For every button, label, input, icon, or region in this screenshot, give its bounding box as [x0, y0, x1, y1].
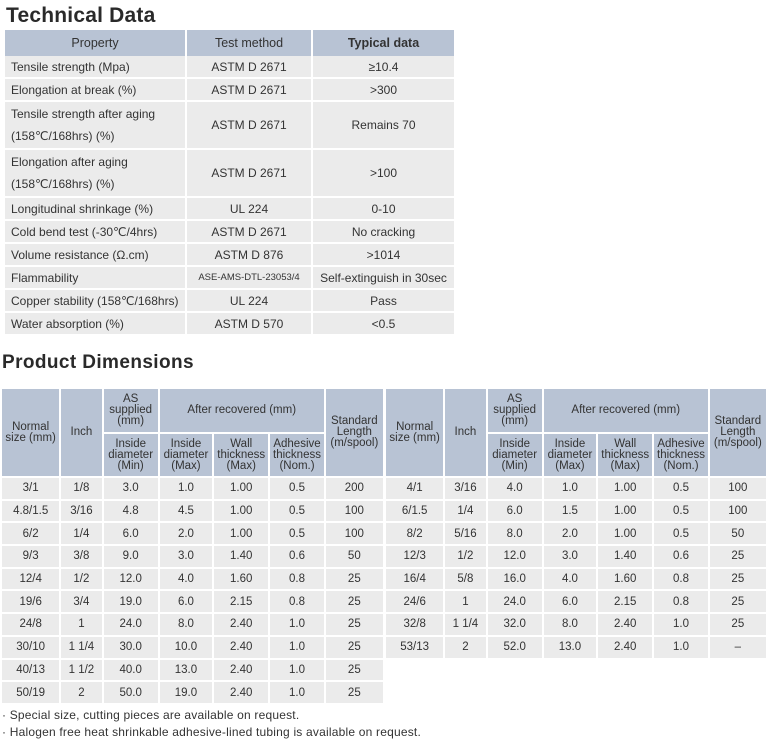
product-dimensions-title: Product Dimensions [2, 352, 194, 373]
test-method-cell: ASTM D 2671 [186, 101, 312, 149]
standard-length-cell: 100 [709, 500, 766, 523]
table-row [2, 590, 383, 613]
wall-thickness-cell: 1.40 [597, 545, 653, 568]
wall-thickness-cell: 1.40 [213, 545, 269, 568]
table-row [386, 590, 766, 613]
inch-cell: 1 [444, 590, 486, 613]
header-inside-diameter-max: Inside diameter (Max) [543, 433, 597, 477]
normal-size-cell: 50/19 [2, 681, 60, 704]
test-method-cell: ASE-AMS-DTL-23053/4 [186, 266, 312, 289]
table-row [386, 568, 766, 591]
technical-header-row [5, 30, 454, 56]
header-inside-diameter-max: Inside diameter (Max) [159, 433, 213, 477]
table-row [386, 500, 766, 523]
standard-length-cell: 25 [325, 568, 383, 591]
standard-length-cell: 100 [325, 522, 383, 545]
dimensions-table-right [386, 389, 766, 660]
inch-cell: 1/2 [60, 568, 102, 591]
wall-thickness-cell: 1.00 [213, 477, 269, 500]
as-supplied-inside-diameter-cell: 50.0 [103, 681, 159, 704]
standard-length-cell: 100 [325, 500, 383, 523]
property-line: Cold bend test (-30℃/4hrs) [11, 224, 158, 239]
inch-cell: 3/8 [60, 545, 102, 568]
as-supplied-inside-diameter-cell: 40.0 [103, 659, 159, 682]
as-supplied-inside-diameter-cell: 16.0 [487, 568, 543, 591]
header-typical-data: Typical data [312, 30, 454, 56]
property-cell [5, 101, 186, 149]
wall-thickness-cell: 2.40 [597, 613, 653, 636]
standard-length-cell: 25 [709, 568, 766, 591]
test-method-cell: ASTM D 2671 [186, 56, 312, 78]
inch-cell: 1/4 [60, 522, 102, 545]
footnote-halogen-free: · Halogen free heat shrinkable adhesive-lined tubing is available on request. [2, 725, 421, 739]
adhesive-thickness-cell: 0.5 [269, 522, 324, 545]
typical-data-cell: >100 [312, 149, 454, 197]
typical-data-cell: >300 [312, 78, 454, 101]
inch-cell: 1 [60, 613, 102, 636]
property-line: Longitudinal shrinkage (%) [11, 201, 154, 216]
header-as-supplied: AS supplied (mm) [103, 389, 159, 433]
as-supplied-inside-diameter-cell: 24.0 [487, 590, 543, 613]
technical-data-table [5, 30, 454, 336]
inside-diameter-max-cell: 4.0 [543, 568, 597, 591]
property-cell [5, 56, 186, 78]
normal-size-cell: 9/3 [2, 545, 60, 568]
wall-thickness-cell: 1.00 [597, 477, 653, 500]
as-supplied-inside-diameter-cell: 52.0 [487, 636, 543, 659]
wall-thickness-cell: 1.60 [213, 568, 269, 591]
technical-data-title: Technical Data [6, 4, 156, 27]
property-line: Elongation after aging [11, 155, 128, 169]
test-method-cell: UL 224 [186, 289, 312, 312]
table-row [5, 78, 454, 101]
inch-cell: 5/16 [444, 522, 486, 545]
wall-thickness-cell: 2.40 [213, 681, 269, 704]
wall-thickness-cell: 2.15 [597, 590, 653, 613]
normal-size-cell: 30/10 [2, 636, 60, 659]
inside-diameter-max-cell: 10.0 [159, 636, 213, 659]
normal-size-cell: 3/1 [2, 477, 60, 500]
table-row [386, 613, 766, 636]
typical-data-cell: >1014 [312, 243, 454, 266]
header-property: Property [5, 30, 186, 56]
standard-length-cell: 25 [325, 590, 383, 613]
adhesive-thickness-cell: 0.6 [269, 545, 324, 568]
test-method-cell: ASTM D 2671 [186, 149, 312, 197]
as-supplied-inside-diameter-cell: 4.8 [103, 500, 159, 523]
header-test-method: Test method [186, 30, 312, 56]
property-cell [5, 243, 186, 266]
normal-size-cell: 6/1.5 [386, 500, 444, 523]
inside-diameter-max-cell: 4.5 [159, 500, 213, 523]
normal-size-cell: 53/13 [386, 636, 444, 659]
adhesive-thickness-cell: 0.5 [653, 500, 708, 523]
normal-size-cell: 4.8/1.5 [2, 500, 60, 523]
table-row [386, 545, 766, 568]
header-as-supplied: AS supplied (mm) [487, 389, 543, 433]
typical-data-cell: Self-extinguish in 30sec [312, 266, 454, 289]
wall-thickness-cell: 2.40 [213, 636, 269, 659]
as-supplied-inside-diameter-cell: 8.0 [487, 522, 543, 545]
adhesive-thickness-cell: 0.5 [653, 522, 708, 545]
adhesive-thickness-cell: 1.0 [269, 613, 324, 636]
standard-length-cell: 50 [325, 545, 383, 568]
header-adhesive-thickness: Adhesive thickness (Nom.) [269, 433, 324, 477]
wall-thickness-cell: 1.60 [597, 568, 653, 591]
normal-size-cell: 12/4 [2, 568, 60, 591]
normal-size-cell: 24/6 [386, 590, 444, 613]
inside-diameter-max-cell: 1.0 [543, 477, 597, 500]
as-supplied-inside-diameter-cell: 6.0 [487, 500, 543, 523]
header-inside-diameter-min: Inside diameter (Min) [103, 433, 159, 477]
property-cell [5, 149, 186, 197]
property-line: Volume resistance (Ω.cm) [11, 247, 149, 262]
property-cell [5, 220, 186, 243]
property-line: Tensile strength after aging [11, 107, 156, 121]
inch-cell: 1/8 [60, 477, 102, 500]
inside-diameter-max-cell: 13.0 [543, 636, 597, 659]
normal-size-cell: 12/3 [386, 545, 444, 568]
adhesive-thickness-cell: 1.0 [269, 636, 324, 659]
inch-cell: 5/8 [444, 568, 486, 591]
inside-diameter-max-cell: 1.0 [159, 477, 213, 500]
test-method-cell: ASTM D 2671 [186, 78, 312, 101]
inch-cell: 1 1/4 [444, 613, 486, 636]
table-row [2, 568, 383, 591]
inside-diameter-max-cell: 2.0 [543, 522, 597, 545]
table-row [2, 545, 383, 568]
as-supplied-inside-diameter-cell: 4.0 [487, 477, 543, 500]
table-row [2, 681, 383, 704]
adhesive-thickness-cell: 0.5 [269, 477, 324, 500]
typical-data-cell: Remains 70 [312, 101, 454, 149]
property-line: Flammability [11, 270, 79, 285]
adhesive-thickness-cell: 1.0 [653, 613, 708, 636]
standard-length-cell: 25 [709, 590, 766, 613]
inside-diameter-max-cell: 1.5 [543, 500, 597, 523]
as-supplied-inside-diameter-cell: 12.0 [487, 545, 543, 568]
normal-size-cell: 16/4 [386, 568, 444, 591]
table-row [2, 500, 383, 523]
header-standard-length: Standard Length (m/spool) [325, 389, 383, 477]
property-cell [5, 197, 186, 220]
standard-length-cell: 200 [325, 477, 383, 500]
header-standard-length: Standard Length (m/spool) [709, 389, 766, 477]
inside-diameter-max-cell: 6.0 [159, 590, 213, 613]
property-line: (158℃/168hrs) (%) [11, 129, 115, 143]
property-cell [5, 289, 186, 312]
property-line: Water absorption (%) [11, 316, 124, 331]
table-row [5, 101, 454, 149]
inside-diameter-max-cell: 13.0 [159, 659, 213, 682]
table-row [2, 522, 383, 545]
adhesive-thickness-cell: 0.5 [269, 500, 324, 523]
typical-data-cell: No cracking [312, 220, 454, 243]
table-row [5, 149, 454, 197]
table-row [5, 197, 454, 220]
inside-diameter-max-cell: 8.0 [543, 613, 597, 636]
normal-size-cell: 8/2 [386, 522, 444, 545]
as-supplied-inside-diameter-cell: 9.0 [103, 545, 159, 568]
property-cell [5, 266, 186, 289]
footnote-special-size: · Special size, cutting pieces are available on request. [2, 708, 300, 722]
footnotes [2, 707, 421, 741]
table-row [386, 477, 766, 500]
table-row [5, 220, 454, 243]
adhesive-thickness-cell: 0.8 [653, 590, 708, 613]
normal-size-cell: 4/1 [386, 477, 444, 500]
inside-diameter-max-cell: 19.0 [159, 681, 213, 704]
inch-cell: 3/16 [60, 500, 102, 523]
standard-length-cell: 25 [709, 613, 766, 636]
property-line: Elongation at break (%) [11, 82, 137, 97]
property-line: Tensile strength (Mpa) [11, 59, 130, 74]
header-normal-size: Normal size (mm) [2, 389, 60, 477]
inch-cell: 1/4 [444, 500, 486, 523]
as-supplied-inside-diameter-cell: 30.0 [103, 636, 159, 659]
table-row [386, 522, 766, 545]
table-row [5, 56, 454, 78]
standard-length-cell: 25 [709, 545, 766, 568]
property-line: (158℃/168hrs) (%) [11, 177, 115, 191]
header-after-recovered: After recovered (mm) [543, 389, 709, 433]
header-wall-thickness: Wall thickness (Max) [213, 433, 269, 477]
adhesive-thickness-cell: 0.8 [269, 568, 324, 591]
inch-cell: 3/4 [60, 590, 102, 613]
inside-diameter-max-cell: 2.0 [159, 522, 213, 545]
test-method-cell: ASTM D 2671 [186, 220, 312, 243]
property-line: Copper stability (158℃/168hrs) [11, 293, 179, 308]
table-row [2, 636, 383, 659]
wall-thickness-cell: 2.40 [597, 636, 653, 659]
inside-diameter-max-cell: 8.0 [159, 613, 213, 636]
table-row [2, 659, 383, 682]
as-supplied-inside-diameter-cell: 32.0 [487, 613, 543, 636]
typical-data-cell: ≥10.4 [312, 56, 454, 78]
test-method-cell: ASTM D 570 [186, 312, 312, 335]
wall-thickness-cell: 2.40 [213, 613, 269, 636]
header-normal-size: Normal size (mm) [386, 389, 444, 477]
table-row [5, 266, 454, 289]
inch-cell: 1 1/2 [60, 659, 102, 682]
header-inside-diameter-min: Inside diameter (Min) [487, 433, 543, 477]
header-wall-thickness: Wall thickness (Max) [597, 433, 653, 477]
inside-diameter-max-cell: 3.0 [543, 545, 597, 568]
as-supplied-inside-diameter-cell: 3.0 [103, 477, 159, 500]
header-after-recovered: After recovered (mm) [159, 389, 325, 433]
wall-thickness-cell: 1.00 [597, 522, 653, 545]
normal-size-cell: 19/6 [2, 590, 60, 613]
header-inch: Inch [444, 389, 486, 477]
property-cell [5, 312, 186, 335]
adhesive-thickness-cell: 0.5 [653, 477, 708, 500]
table-row [5, 312, 454, 335]
table-row [2, 613, 383, 636]
typical-data-cell: Pass [312, 289, 454, 312]
normal-size-cell: 24/8 [2, 613, 60, 636]
wall-thickness-cell: 2.15 [213, 590, 269, 613]
standard-length-cell: 50 [709, 522, 766, 545]
inch-cell: 3/16 [444, 477, 486, 500]
typical-data-cell: <0.5 [312, 312, 454, 335]
table-row [386, 636, 766, 659]
inside-diameter-max-cell: 4.0 [159, 568, 213, 591]
wall-thickness-cell: 1.00 [213, 522, 269, 545]
normal-size-cell: 32/8 [386, 613, 444, 636]
adhesive-thickness-cell: 1.0 [269, 681, 324, 704]
standard-length-cell: 25 [325, 613, 383, 636]
table-row [5, 243, 454, 266]
wall-thickness-cell: 1.00 [213, 500, 269, 523]
table-row [5, 289, 454, 312]
inside-diameter-max-cell: 3.0 [159, 545, 213, 568]
inch-cell: 1/2 [444, 545, 486, 568]
normal-size-cell: 40/13 [2, 659, 60, 682]
property-cell [5, 78, 186, 101]
as-supplied-inside-diameter-cell: 19.0 [103, 590, 159, 613]
as-supplied-inside-diameter-cell: 12.0 [103, 568, 159, 591]
test-method-cell: ASTM D 876 [186, 243, 312, 266]
wall-thickness-cell: 1.00 [597, 500, 653, 523]
standard-length-cell: – [709, 636, 766, 659]
as-supplied-inside-diameter-cell: 24.0 [103, 613, 159, 636]
typical-data-cell: 0-10 [312, 197, 454, 220]
as-supplied-inside-diameter-cell: 6.0 [103, 522, 159, 545]
adhesive-thickness-cell: 0.6 [653, 545, 708, 568]
wall-thickness-cell: 2.40 [213, 659, 269, 682]
inch-cell: 1 1/4 [60, 636, 102, 659]
adhesive-thickness-cell: 1.0 [269, 659, 324, 682]
header-adhesive-thickness: Adhesive thickness (Nom.) [653, 433, 708, 477]
standard-length-cell: 100 [709, 477, 766, 500]
standard-length-cell: 25 [325, 636, 383, 659]
standard-length-cell: 25 [325, 659, 383, 682]
standard-length-cell: 25 [325, 681, 383, 704]
adhesive-thickness-cell: 0.8 [269, 590, 324, 613]
adhesive-thickness-cell: 1.0 [653, 636, 708, 659]
inch-cell: 2 [60, 681, 102, 704]
adhesive-thickness-cell: 0.8 [653, 568, 708, 591]
dimensions-table-left [2, 389, 383, 705]
test-method-cell: UL 224 [186, 197, 312, 220]
normal-size-cell: 6/2 [2, 522, 60, 545]
table-row [2, 477, 383, 500]
inch-cell: 2 [444, 636, 486, 659]
header-inch: Inch [60, 389, 102, 477]
inside-diameter-max-cell: 6.0 [543, 590, 597, 613]
